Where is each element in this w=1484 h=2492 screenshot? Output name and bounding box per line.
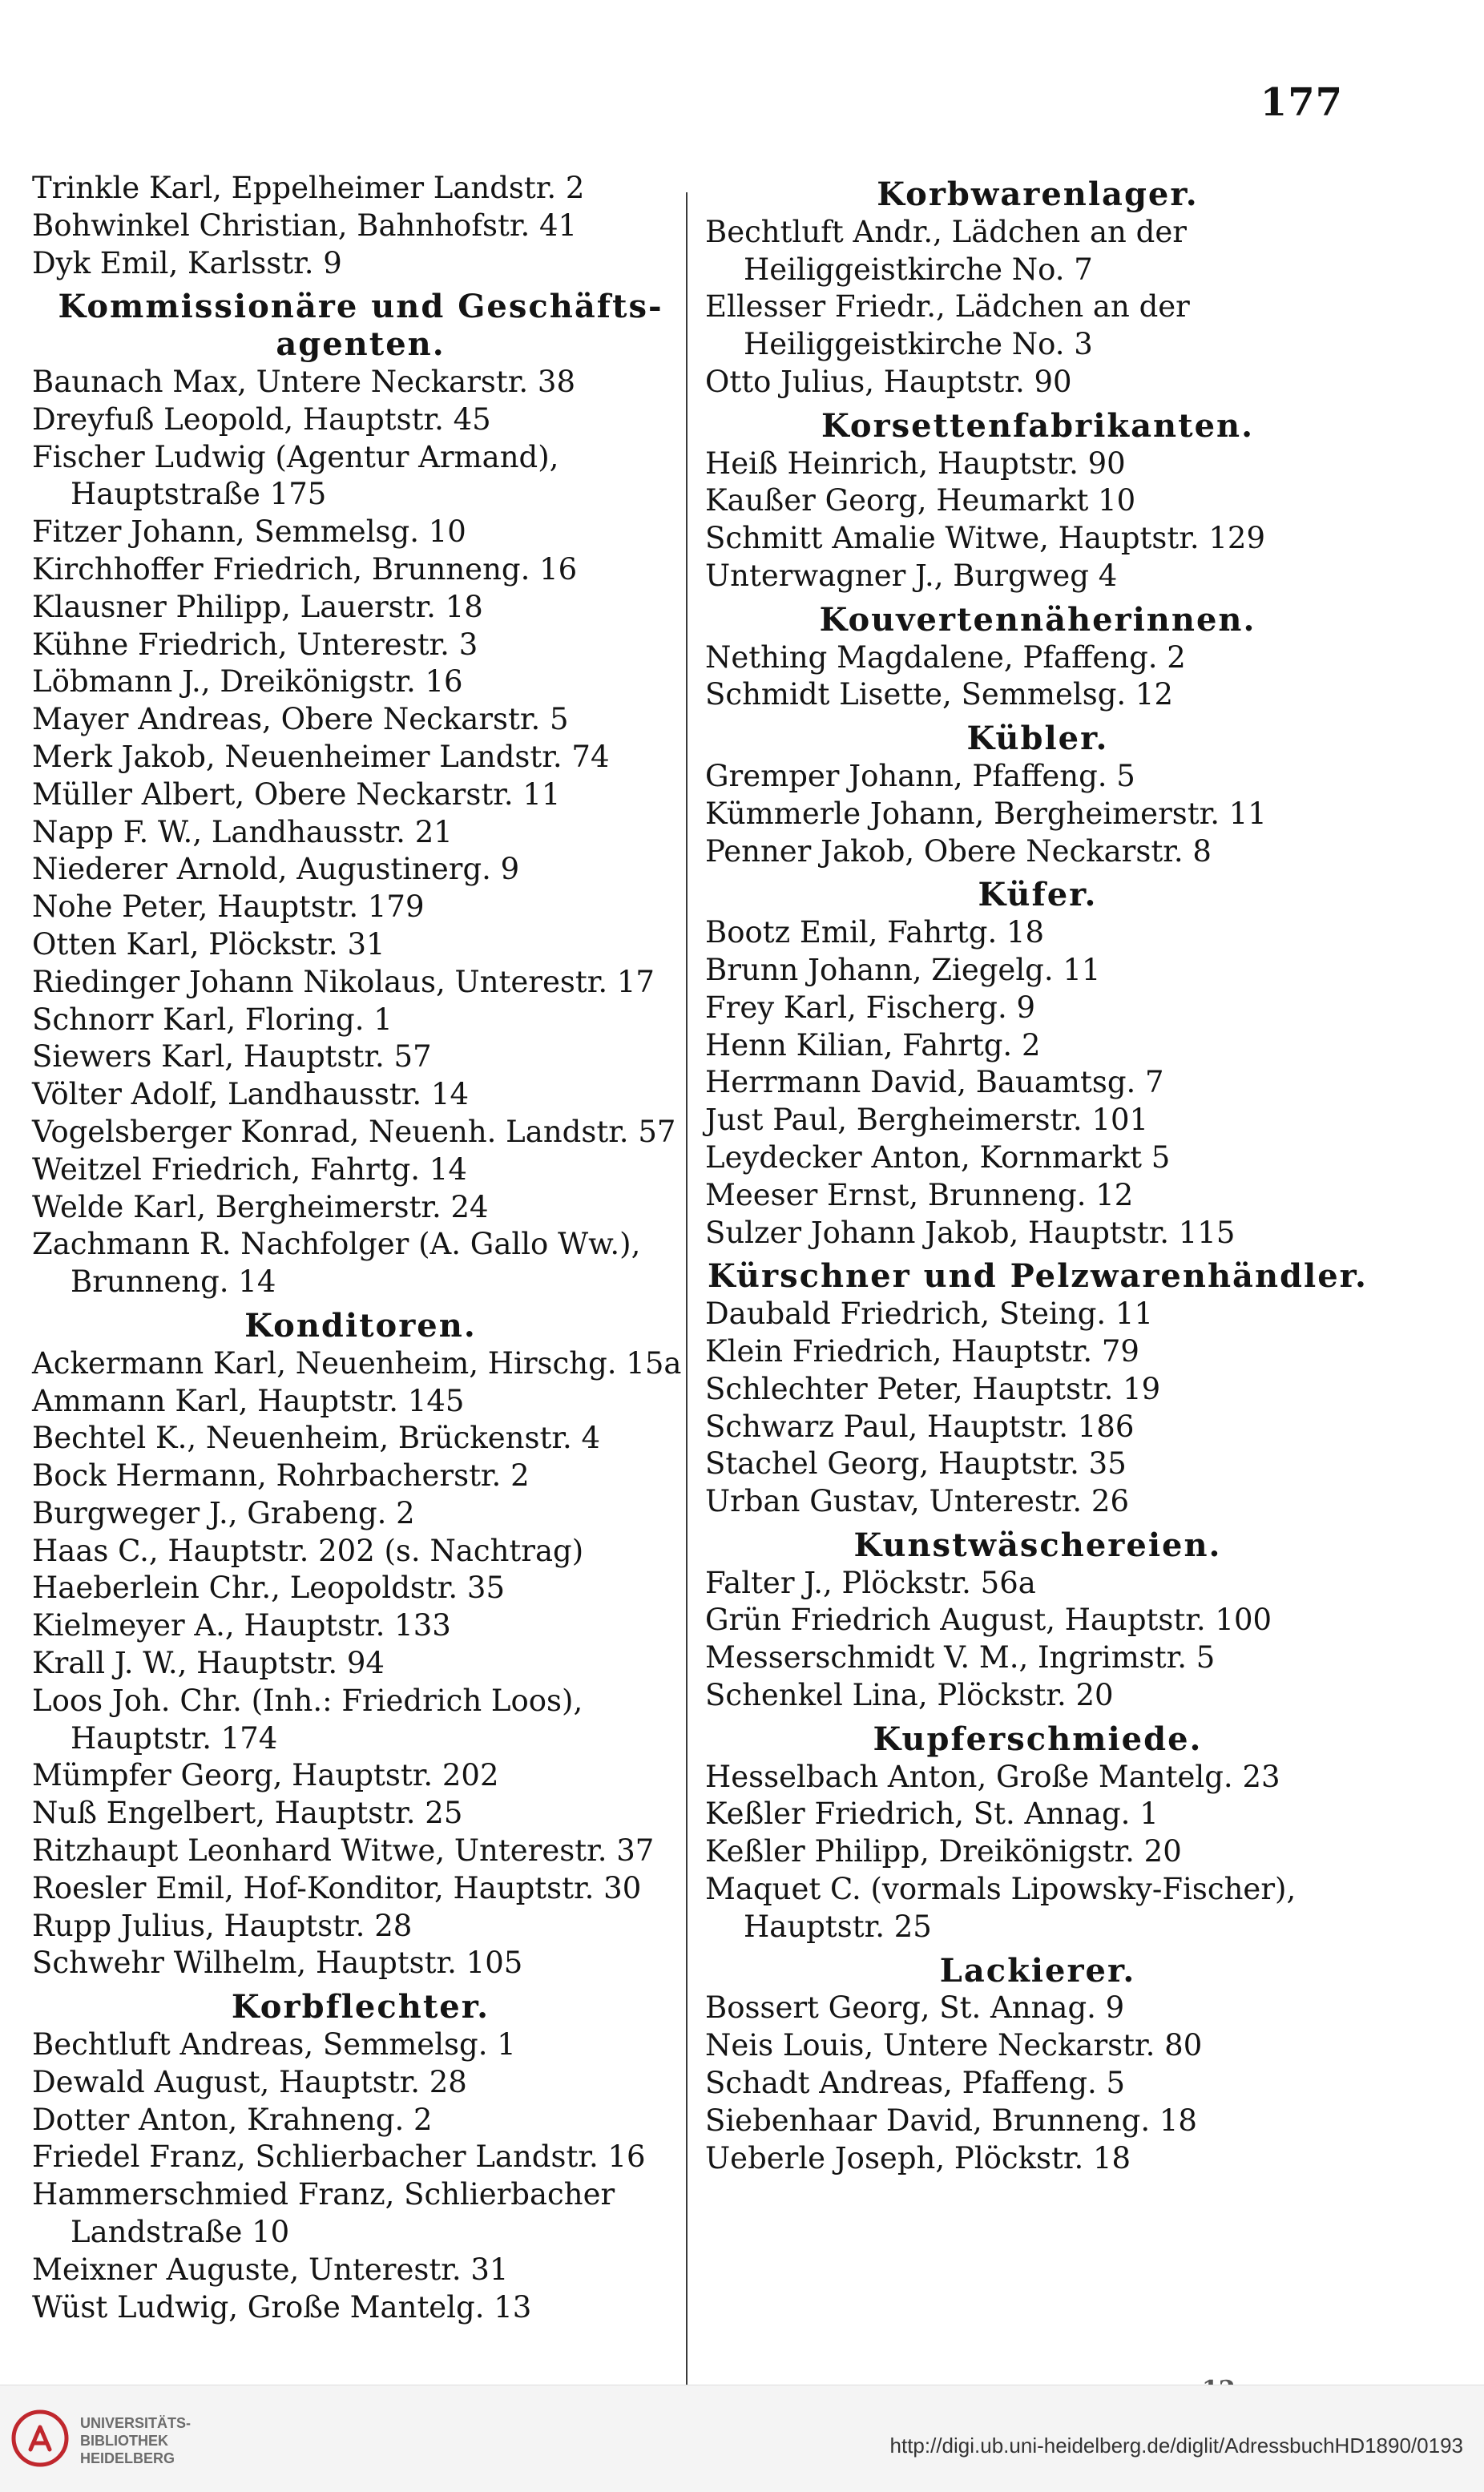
directory-entry: Gremper Johann, Pfaffeng. 5: [705, 758, 1135, 793]
directory-entry: Zachmann R. Nachfolger (A. Gallo Ww.), Brunneng. 14: [32, 1227, 641, 1300]
directory-entry: Dreyfuß Leopold, Hauptstr. 45: [32, 401, 491, 437]
directory-entry: Riedinger Johann Nikolaus, Unterestr. 17: [32, 964, 655, 999]
directory-entry: Brunn Johann, Ziegelg. 11: [705, 952, 1101, 987]
section-heading: Korbflechter.: [231, 1988, 490, 2026]
directory-entry: Schmidt Lisette, Semmelsg. 12: [705, 677, 1173, 712]
directory-entry: Nohe Peter, Hauptstr. 179: [32, 889, 425, 925]
directory-entry: Ammann Karl, Hauptstr. 145: [32, 1383, 465, 1418]
directory-entry: Neis Louis, Untere Neckarstr. 80: [705, 2028, 1203, 2063]
directory-entry: Wüst Ludwig, Große Mantelg. 13: [32, 2289, 532, 2325]
directory-entry: Kielmeyer A., Hauptstr. 133: [32, 1608, 451, 1643]
directory-entry: Dyk Emil, Karlsstr. 9: [32, 245, 342, 280]
directory-entry: Burgweger J., Grabeng. 2: [32, 1495, 415, 1530]
directory-entry: Bechtel K., Neuenheim, Brückenstr. 4: [32, 1421, 601, 1456]
directory-entry: Bohwinkel Christian, Bahnhofstr. 41: [32, 208, 578, 243]
section-heading: Lackierer.: [939, 1951, 1136, 1990]
left-column: [32, 170, 689, 2326]
directory-entry: Müller Albert, Obere Neckarstr. 11: [32, 776, 561, 812]
directory-entry: Stachel Georg, Hauptstr. 35: [705, 1446, 1127, 1482]
section-heading: Korsettenfabrikanten.: [821, 406, 1255, 445]
directory-entry: Ackermann Karl, Neuenheim, Hirschg. 15a: [32, 1345, 682, 1381]
directory-entry: Klein Friedrich, Hauptstr. 79: [705, 1333, 1139, 1369]
directory-entry: Nuß Engelbert, Hauptstr. 25: [32, 1796, 463, 1831]
directory-entry: Löbmann J., Dreikönigstr. 16: [32, 664, 463, 700]
directory-entry: Rupp Julius, Hauptstr. 28: [32, 1908, 413, 1943]
directory-entry: Merk Jakob, Neuenheimer Landstr. 74: [32, 739, 610, 774]
directory-entry: Maquet C. (vormals Lipowsky-Fischer), Hauptstr. 25: [705, 1872, 1296, 1944]
directory-entry: Baunach Max, Untere Neckarstr. 38: [32, 364, 575, 399]
library-name-line: UNIVERSITÄTS-: [80, 2415, 192, 2431]
directory-entry: Dotter Anton, Krahneng. 2: [32, 2102, 433, 2137]
directory-entry: Haas C., Hauptstr. 202 (s. Nachtrag): [32, 1533, 584, 1568]
directory-entry: Schnorr Karl, Floring. 1: [32, 1002, 393, 1037]
directory-entry: Völter Adolf, Landhausstr. 14: [32, 1077, 469, 1112]
directory-entry: Otten Karl, Plöckstr. 31: [32, 926, 385, 962]
directory-entry: Napp F. W., Landhausstr. 21: [32, 814, 453, 849]
directory-entry: Bock Hermann, Rohrbacherstr. 2: [32, 1458, 530, 1494]
section-heading: Kommissionäre und Geschäfts-agenten.: [58, 288, 663, 364]
directory-entry: Klausner Philipp, Lauerstr. 18: [32, 589, 483, 624]
directory-entry: Vogelsberger Konrad, Neuenh. Landstr. 57: [32, 1114, 676, 1149]
directory-entry: Hammerschmied Franz, Schlierbacher Landstraße 10: [32, 2177, 615, 2250]
directory-entry: Schenkel Lina, Plöckstr. 20: [705, 1678, 1114, 1713]
directory-entry: Meeser Ernst, Brunneng. 12: [705, 1177, 1134, 1212]
section-heading: Korbwarenlager.: [877, 175, 1199, 213]
directory-entry: Grün Friedrich August, Hauptstr. 100: [705, 1603, 1272, 1638]
directory-entry: Sulzer Johann Jakob, Hauptstr. 115: [705, 1215, 1236, 1250]
directory-entry: Schmitt Amalie Witwe, Hauptstr. 129: [705, 521, 1266, 556]
library-name-line: BIBLIOTHEK: [80, 2433, 168, 2449]
directory-entry: Schwehr Wilhelm, Hauptstr. 105: [32, 1946, 523, 1981]
directory-entry: Roesler Emil, Hof-Konditor, Hauptstr. 30: [32, 1870, 642, 1905]
directory-entry: Fitzer Johann, Semmelsg. 10: [32, 514, 466, 550]
section-heading: Kouvertennäherinnen.: [819, 600, 1256, 639]
directory-entry: Weitzel Friedrich, Fahrtg. 14: [32, 1151, 467, 1187]
directory-entry: Welde Karl, Bergheimerstr. 24: [32, 1189, 489, 1224]
directory-entry: Keßler Friedrich, St. Annag. 1: [705, 1796, 1159, 1832]
source-url-link[interactable]: http://digi.ub.uni-heidelberg.de/diglit/AdressbuchHD1890/0193: [889, 2434, 1463, 2458]
directory-entry: Just Paul, Bergheimerstr. 101: [705, 1103, 1149, 1138]
directory-entry: Leydecker Anton, Kornmarkt 5: [705, 1139, 1171, 1175]
directory-entry: Dewald August, Hauptstr. 28: [32, 2064, 467, 2099]
right-column: [705, 170, 1370, 2177]
directory-entry: Ritzhaupt Leonhard Witwe, Unterestr. 37: [32, 1833, 655, 1869]
directory-entry: Krall J. W., Hauptstr. 94: [32, 1646, 385, 1681]
directory-entry: Nething Magdalene, Pfaffeng. 2: [705, 639, 1186, 675]
directory-entry: Otto Julius, Hauptstr. 90: [705, 364, 1072, 399]
directory-entry: Schlechter Peter, Hauptstr. 19: [705, 1371, 1161, 1406]
directory-entry: Schadt Andreas, Pfaffeng. 5: [705, 2066, 1126, 2101]
directory-entry: Bootz Emil, Fahrtg. 18: [705, 915, 1045, 950]
directory-entry: Bechtluft Andreas, Semmelsg. 1: [32, 2027, 516, 2063]
directory-entry: Herrmann David, Bauamtsg. 7: [705, 1065, 1164, 1100]
directory-entry: Fischer Ludwig (Agentur Armand), Hauptstraße 175: [32, 439, 559, 512]
directory-entry: Falter J., Plöckstr. 56a: [705, 1565, 1036, 1600]
directory-entry: Penner Jakob, Obere Neckarstr. 8: [705, 833, 1212, 869]
directory-entry: Haeberlein Chr., Leopoldstr. 35: [32, 1571, 505, 1606]
directory-entry: Hesselbach Anton, Große Mantelg. 23: [705, 1759, 1280, 1794]
directory-entry: Trinkle Karl, Eppelheimer Landstr. 2: [32, 171, 585, 205]
library-name: [80, 2414, 191, 2467]
directory-entry: Henn Kilian, Fahrtg. 2: [705, 1027, 1041, 1063]
directory-entry: Meixner Auguste, Unterestr. 31: [32, 2252, 509, 2287]
section-heading: Kürschner und Pelzwarenhändler.: [708, 1257, 1368, 1296]
directory-entry: Ellesser Friedr., Lädchen an der Heiliggeistkirche No. 3: [705, 289, 1190, 362]
directory-entry: Kümmerle Johann, Bergheimerstr. 11: [705, 796, 1267, 831]
directory-entry: Bossert Georg, St. Annag. 9: [705, 1990, 1125, 2026]
directory-entry: Niederer Arnold, Augustinerg. 9: [32, 852, 520, 887]
directory-entry: Schwarz Paul, Hauptstr. 186: [705, 1409, 1135, 1444]
directory-entry: Mümpfer Georg, Hauptstr. 202: [32, 1758, 499, 1793]
directory-entry: Frey Karl, Fischerg. 9: [705, 990, 1036, 1025]
directory-entry: Heiß Heinrich, Hauptstr. 90: [705, 446, 1126, 481]
directory-entry: Loos Joh. Chr. (Inh.: Friedrich Loos), Hauptstr. 174: [32, 1683, 583, 1756]
section-heading: Küfer.: [978, 876, 1098, 914]
directory-entry: Kirchhoffer Friedrich, Brunneng. 16: [32, 551, 578, 587]
directory-entry: Friedel Franz, Schlierbacher Landstr. 16: [32, 2139, 646, 2175]
footer-bar: [0, 2385, 1484, 2492]
directory-entry: Kühne Friedrich, Unterestr. 3: [32, 627, 478, 662]
directory-entry: Daubald Friedrich, Steing. 11: [705, 1296, 1154, 1332]
section-heading: Konditoren.: [244, 1306, 477, 1345]
library-name-line: HEIDELBERG: [80, 2450, 175, 2466]
directory-entry: Kaußer Georg, Heumarkt 10: [705, 483, 1136, 518]
directory-entry: Unterwagner J., Burgweg 4: [705, 558, 1118, 593]
university-seal-icon: [11, 2409, 69, 2467]
page-number: 177: [1260, 80, 1343, 125]
directory-entry: Messerschmidt V. M., Ingrimstr. 5: [705, 1640, 1216, 1675]
directory-entry: Ueberle Joseph, Plöckstr. 18: [705, 2140, 1131, 2175]
section-heading: Kupferschmiede.: [873, 1720, 1203, 1758]
section-heading: Kübler.: [966, 720, 1109, 758]
directory-entry: Urban Gustav, Unterestr. 26: [705, 1484, 1129, 1519]
column-divider: [686, 192, 688, 2388]
directory-entry: Keßler Philipp, Dreikönigstr. 20: [705, 1834, 1182, 1869]
section-heading: Kunstwäschereien.: [853, 1526, 1222, 1564]
directory-entry: Siebenhaar David, Brunneng. 18: [705, 2103, 1197, 2138]
directory-entry: Siewers Karl, Hauptstr. 57: [32, 1039, 432, 1075]
directory-entry: Mayer Andreas, Obere Neckarstr. 5: [32, 702, 569, 737]
directory-entry: Bechtluft Andr., Lädchen an der Heiliggeistkirche No. 7: [705, 214, 1187, 287]
